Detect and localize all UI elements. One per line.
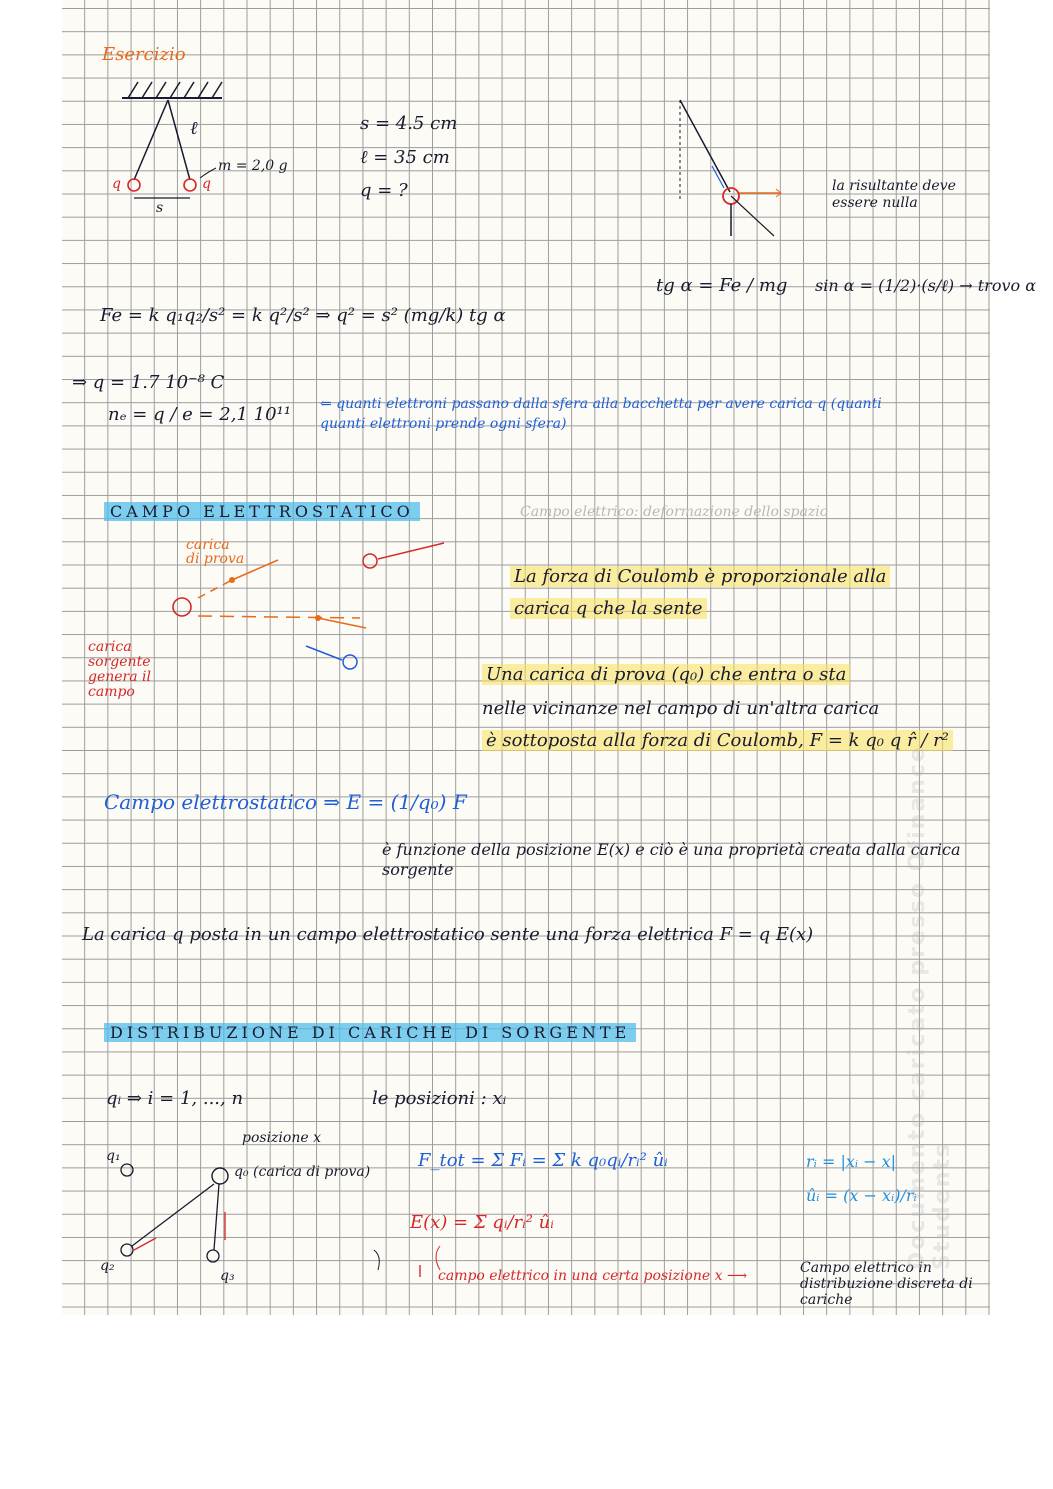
positions-line: le posizioni : xᵢ: [372, 1088, 507, 1109]
coulomb-note-line-1: La forza di Coulomb è proporzionale alla: [510, 566, 890, 587]
mass-label: m = 2,0 g: [218, 158, 288, 174]
q3-label: q₃: [220, 1268, 235, 1284]
total-force-formula: F_tot = Σ Fᵢ = Σ k q₀qᵢ/rᵢ² ûᵢ: [418, 1150, 668, 1171]
faint-note: Campo elettrico: deformazione dello spazio: [520, 504, 829, 520]
test-charge-label: carica di prova: [186, 537, 245, 567]
force-statement: La carica q posta in un campo elettrostatico sente una forza elettrica F = q E(x): [82, 924, 814, 945]
test-charge-short-label: q₀ (carica di prova): [234, 1164, 371, 1180]
test-charge-note-line-1: Una carica di prova (q₀) che entra o sta: [482, 664, 850, 685]
string-length-label: ℓ: [190, 118, 198, 139]
distance-definition: rᵢ = |xᵢ − x|: [806, 1152, 897, 1171]
distribution-note: Campo elettrico in distribuzione discreta di cariche: [800, 1260, 973, 1308]
exercise-title: Esercizio: [102, 44, 186, 65]
position-x-label: posizione x: [242, 1130, 321, 1146]
electron-count-result: nₑ = q / e = 2,1 10¹¹: [108, 404, 291, 425]
unit-vector-definition: ûᵢ = (x − xᵢ)/rᵢ: [806, 1186, 917, 1205]
field-point-note: campo elettrico in una certa posizione x ⟶: [438, 1268, 748, 1284]
given-charge: q = ?: [360, 180, 408, 201]
charge-index-line: qᵢ ⇒ i = 1, ..., n: [106, 1088, 244, 1109]
watermark: Documento caricato presso Ofinance Students: [905, 745, 955, 1270]
field-function-note: è funzione della posizione E(x) e ciò è una proprietà creata dalla carica sorgente: [382, 840, 961, 879]
test-charge-note-line-2: nelle vicinanze nel campo di un'altra carica: [482, 698, 880, 719]
field-definition: Campo elettrostatico ⇒ E = (1/q₀) F: [104, 790, 467, 814]
section-title-distribution: DISTRIBUZIONE DI CARICHE DI SORGENTE: [104, 1023, 636, 1042]
q2-label: q₂: [100, 1258, 115, 1274]
coulomb-note-line-2: carica q che la sente: [510, 598, 707, 619]
given-length: ℓ = 35 cm: [360, 147, 450, 168]
q1-label: q₁: [106, 1148, 121, 1164]
separation-label: s: [156, 200, 164, 216]
tangent-formula: tg α = Fe / mg: [656, 275, 788, 296]
test-charge-note-line-3: è sottoposta alla forza di Coulomb, F = k q₀ q r̂ / r²: [482, 730, 953, 751]
coulomb-equation: Fe = k q₁q₂/s² = k q²/s² ⇒ q² = s² (mg/k) tg α: [100, 305, 506, 326]
source-charge-label: carica sorgente genera il campo: [88, 639, 151, 700]
section-title-electrostatic-field: CAMPO ELETTROSTATICO: [104, 502, 420, 521]
sine-formula: sin α = (1/2)·(s/ℓ) → trovo α: [815, 276, 1037, 295]
charge-result: ⇒ q = 1.7 10⁻⁸ C: [72, 372, 225, 393]
left-charge-label: q: [112, 176, 121, 192]
given-separation: s = 4.5 cm: [360, 113, 458, 134]
field-sum-formula: E(x) = Σ qᵢ/rᵢ² ûᵢ: [410, 1212, 554, 1233]
electrons-note: ⇐ quanti elettroni passano dalla sfera alla bacchetta per avere carica q (quanti quanti elettroni prende ogni sfera): [320, 396, 882, 432]
right-charge-label: q: [202, 176, 211, 192]
resultant-note: la risultante deve essere nulla: [832, 178, 956, 211]
